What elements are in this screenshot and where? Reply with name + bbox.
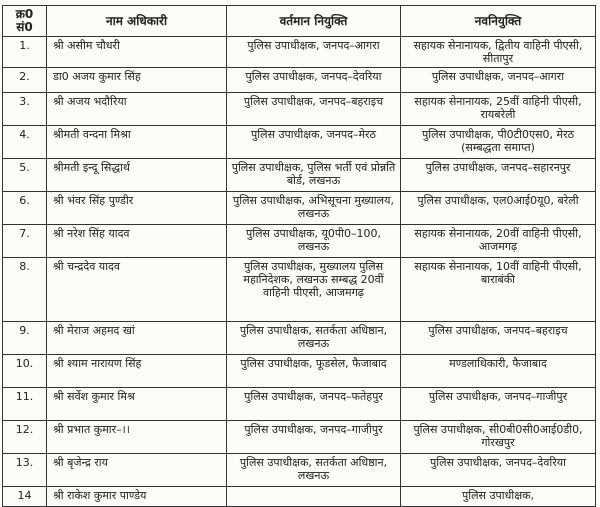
new-posting-cell: पुलिस उपाधीक्षक, पी0टी0एस0, मेरठ (सम्बद्धता समाप्त) — [401, 126, 596, 159]
table-row — [3, 192, 596, 225]
serial-cell: 3. — [3, 93, 47, 126]
new-posting-cell: सहायक सेनानायक, 20वीं वाहिनी पीएसी, आजमगढ़ — [401, 225, 596, 258]
table-row — [3, 421, 596, 454]
officer-name-cell: श्री बृजेन्द्र राय — [47, 454, 227, 487]
table-header-row — [3, 6, 596, 37]
new-posting-cell: पुलिस उपाधीक्षक, — [401, 487, 596, 507]
current-posting-cell: पुलिस उपाधीक्षक, मुख्यालय पुलिस महानिदेशक, लखनऊ सम्बद्ध 20वीं वाहिनी पीएसी, आजमगढ़ — [227, 258, 401, 322]
current-posting-cell: पुलिस उपाधीक्षक, फूडसेल, फैजाबाद — [227, 355, 401, 388]
current-posting-cell — [227, 487, 401, 507]
table-row — [3, 355, 596, 388]
officer-name-cell: श्री प्रभात कुमार–।। — [47, 421, 227, 454]
officer-name-cell: श्री मेराज अहमद खां — [47, 322, 227, 355]
officer-name-cell: डा0 अजय कुमार सिंह — [47, 68, 227, 93]
current-posting-cell: पुलिस उपाधीक्षक, जनपद–मेरठ — [227, 126, 401, 159]
header-new-posting: नवनियुक्ति — [401, 6, 596, 37]
new-posting-cell: पुलिस उपाधीक्षक, जनपद–आगरा — [401, 68, 596, 93]
new-posting-cell: मण्डलाधिकारी, फैजाबाद — [401, 355, 596, 388]
current-posting-cell: पुलिस उपाधीक्षक, जनपद–आगरा — [227, 37, 401, 68]
officer-name-cell: श्री भंवर सिंह पुण्डीर — [47, 192, 227, 225]
header-name: नाम अधिकारी — [47, 6, 227, 37]
officer-name-cell: श्री राकेश कुमार पाण्डेय — [47, 487, 227, 507]
officer-name-cell: श्री चन्द्रदेव यादव — [47, 258, 227, 322]
officer-name-cell: श्रीमती वन्दना मिश्रा — [47, 126, 227, 159]
header-serial: क्र0 सं0 — [3, 6, 47, 37]
table-row — [3, 37, 596, 68]
serial-cell: 4. — [3, 126, 47, 159]
current-posting-cell: पुलिस उपाधीक्षक, अभिसूचना मुख्यालय, लखनऊ — [227, 192, 401, 225]
serial-cell: 5. — [3, 159, 47, 192]
serial-cell: 2. — [3, 68, 47, 93]
new-posting-cell: सहायक सेनानायक, 25वीं वाहिनी पीएसी, रायबरेली — [401, 93, 596, 126]
current-posting-cell: पुलिस उपाधीक्षक, जनपद–फतेहपुर — [227, 388, 401, 421]
current-posting-cell: पुलिस उपाधीक्षक, सतर्कता अधिष्ठान, लखनऊ — [227, 454, 401, 487]
current-posting-cell: पुलिस उपाधीक्षक, जनपद–बहराइच — [227, 93, 401, 126]
table-row — [3, 159, 596, 192]
serial-cell: 12. — [3, 421, 47, 454]
table-row — [3, 225, 596, 258]
transfer-table — [2, 5, 596, 507]
serial-cell: 10. — [3, 355, 47, 388]
officer-name-cell: श्री सर्वेश कुमार मिश्र — [47, 388, 227, 421]
new-posting-cell: पुलिस उपाधीक्षक, जनपद–बहराइच — [401, 322, 596, 355]
current-posting-cell: पुलिस उपाधीक्षक, पुलिस भर्ती एवं प्रोन्नति बोर्ड, लखनऊ — [227, 159, 401, 192]
officer-name-cell: श्री श्याम नारायण सिंह — [47, 355, 227, 388]
header-current-posting: वर्तमान नियुक्ति — [227, 6, 401, 37]
serial-cell: 11. — [3, 388, 47, 421]
table-row — [3, 487, 596, 507]
officer-name-cell: श्री अजय भदौरिया — [47, 93, 227, 126]
current-posting-cell: पुलिस उपाधीक्षक, यू0पी0–100, लखनऊ — [227, 225, 401, 258]
table-row — [3, 258, 596, 322]
serial-cell: 13. — [3, 454, 47, 487]
serial-cell: 7. — [3, 225, 47, 258]
serial-cell: 14 — [3, 487, 47, 507]
officer-name-cell: श्री असीम चौधरी — [47, 37, 227, 68]
serial-cell: 9. — [3, 322, 47, 355]
new-posting-cell: पुलिस उपाधीक्षक, जनपद–गाजीपुर — [401, 388, 596, 421]
table-row — [3, 126, 596, 159]
table-row — [3, 388, 596, 421]
table-row — [3, 322, 596, 355]
current-posting-cell: पुलिस उपाधीक्षक, जनपद–गाजीपुर — [227, 421, 401, 454]
new-posting-cell: सहायक सेनानायक, 10वीं वाहिनी पीएसी, बाराबंकी — [401, 258, 596, 322]
serial-cell: 6. — [3, 192, 47, 225]
serial-cell: 8. — [3, 258, 47, 322]
new-posting-cell: पुलिस उपाधीक्षक, एल0आई0यू0, बरेली — [401, 192, 596, 225]
table-row — [3, 454, 596, 487]
new-posting-cell: पुलिस उपाधीक्षक, जनपद–देवरिया — [401, 454, 596, 487]
table-body — [3, 37, 596, 507]
officer-name-cell: श्रीमती इन्दू सिद्धार्थ — [47, 159, 227, 192]
officer-name-cell: श्री नरेश सिंह यादव — [47, 225, 227, 258]
table-row — [3, 93, 596, 126]
new-posting-cell: सहायक सेनानायक, द्वितीय वाहिनी पीएसी, सीतापुर — [401, 37, 596, 68]
new-posting-cell: पुलिस उपाधीक्षक, सी0बी0सी0आई0डी0, गोरखपुर — [401, 421, 596, 454]
current-posting-cell: पुलिस उपाधीक्षक, जनपद–देवरिया — [227, 68, 401, 93]
serial-cell: 1. — [3, 37, 47, 68]
current-posting-cell: पुलिस उपाधीक्षक, सतर्कता अधिष्ठान, लखनऊ — [227, 322, 401, 355]
new-posting-cell: पुलिस उपाधीक्षक, जनपद–सहारनपुर — [401, 159, 596, 192]
table-row — [3, 68, 596, 93]
